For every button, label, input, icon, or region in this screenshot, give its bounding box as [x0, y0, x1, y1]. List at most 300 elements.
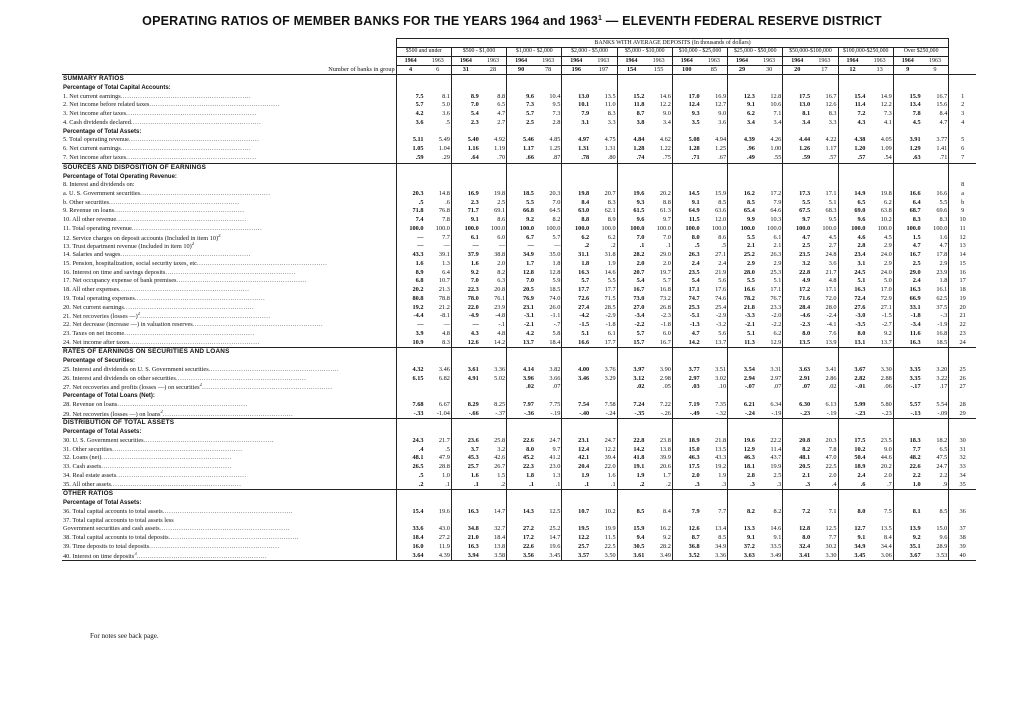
row-number: 20	[949, 304, 976, 313]
value-cell: -4.4	[413, 312, 424, 320]
leader-dots: ............................................................	[123, 303, 255, 311]
bank-count: 31	[451, 66, 479, 75]
section-heading: RATES OF EARNINGS ON SECURITIES AND LOANS	[62, 348, 396, 357]
section-heading-row	[62, 348, 976, 357]
empty-cell	[590, 128, 617, 137]
row-label	[62, 110, 396, 119]
value-cell: 18.5	[535, 286, 562, 295]
value-cell: 34.9	[701, 543, 728, 552]
value-cell: 1.7	[645, 472, 672, 481]
value-cell: 16.0	[412, 542, 424, 550]
value-cell: 5.1	[857, 277, 866, 285]
value-cell: 11.5	[590, 534, 617, 543]
section-heading-row	[62, 163, 976, 172]
subsection-heading-row	[62, 428, 976, 437]
value-cell: 17.1	[756, 286, 783, 295]
value-cell	[893, 517, 921, 526]
value-cell: 6.2	[590, 234, 617, 243]
value-cell: 12.3	[743, 92, 755, 100]
row-number-blank	[949, 128, 976, 137]
leader-dots: ............................................................	[101, 463, 232, 471]
value-cell: -3.0	[855, 312, 866, 320]
value-cell: 3.58	[480, 552, 507, 561]
empty-cell	[672, 357, 700, 366]
empty-cell	[590, 172, 617, 181]
value-cell: 22.6	[522, 542, 534, 550]
data-row	[62, 251, 976, 260]
value-cell: .5	[701, 242, 728, 251]
row-number: 5	[949, 136, 976, 145]
empty-cell	[535, 163, 562, 172]
bank-count: 4	[396, 66, 424, 75]
value-cell: -1.1	[535, 312, 562, 321]
value-cell: 71.6	[799, 294, 811, 302]
year-header: 1964	[893, 57, 921, 66]
value-cell: 13.7	[701, 339, 728, 348]
value-cell: 9.5	[811, 216, 838, 225]
leader-dots: ............................................................	[162, 507, 294, 515]
value-cell: 5.1	[747, 329, 755, 337]
value-cell: 7.3	[866, 110, 893, 119]
value-cell: 6.1	[756, 234, 783, 243]
value-cell: 69.1	[480, 207, 507, 216]
value-cell: 6.4	[425, 269, 452, 278]
value-cell: 3.2	[480, 446, 507, 455]
value-cell: 17.7	[590, 339, 617, 348]
value-cell: .2	[418, 480, 424, 488]
leader-dots: ............................................................	[192, 321, 324, 329]
value-cell: 3.77	[922, 136, 949, 145]
empty-cell	[701, 490, 728, 499]
value-cell: 3.35	[909, 365, 921, 373]
value-cell: 3.30	[811, 552, 838, 561]
value-cell: 12.9	[756, 339, 783, 348]
value-cell: 5.46	[522, 136, 534, 144]
value-cell: 8.7	[636, 110, 645, 118]
row-label-text: 19. Total operating expenses	[63, 294, 135, 302]
value-cell: 1.9	[581, 471, 590, 479]
value-cell: 2.0	[866, 472, 893, 481]
value-cell: 18.2	[922, 437, 949, 446]
value-cell: -.3	[922, 312, 949, 321]
row-number-blank	[949, 172, 976, 181]
value-cell: 9.2	[866, 330, 893, 339]
value-cell: 2.98	[645, 375, 672, 384]
value-cell: 16.6	[922, 190, 949, 199]
year-header: 1963	[866, 57, 893, 66]
bank-count: 155	[645, 66, 672, 75]
empty-cell	[425, 75, 452, 84]
value-cell: 4.00	[578, 365, 590, 373]
row-label-text: 12. Service charges on deposit accounts (Included in item 10)	[63, 234, 219, 242]
value-cell: 3.7	[470, 445, 479, 453]
value-cell: -.1	[480, 321, 507, 330]
value-cell: .3	[694, 480, 700, 488]
value-cell	[645, 517, 672, 526]
row-label-text: 8. Interest and dividends on:	[63, 181, 135, 189]
data-row	[62, 101, 976, 110]
value-cell: 5.7	[581, 277, 590, 285]
value-cell: 13.5	[701, 446, 728, 455]
value-cell: 28.2	[633, 251, 645, 259]
value-cell: 14.6	[756, 525, 783, 534]
value-cell: -2.2	[634, 321, 645, 329]
value-cell: 14.2	[480, 339, 507, 348]
value-cell: 2.0	[691, 471, 700, 479]
value-cell: 14.6	[645, 93, 672, 102]
empty-cell	[396, 172, 424, 181]
value-cell: 10.2	[590, 508, 617, 517]
value-cell: 20.5	[799, 463, 811, 471]
value-cell: 15.0	[922, 525, 949, 534]
empty-cell	[451, 490, 479, 499]
value-cell: 28.0	[743, 268, 755, 276]
value-cell: 15.4	[854, 92, 866, 100]
value-cell: 10.3	[756, 216, 783, 225]
value-cell: -1.8	[590, 321, 617, 330]
value-cell	[590, 383, 617, 392]
empty-cell	[396, 392, 424, 401]
value-cell: 5.4	[470, 110, 479, 118]
value-cell: 11.6	[909, 329, 921, 337]
empty-cell	[756, 357, 783, 366]
header-row-super	[62, 39, 976, 48]
empty-cell	[701, 84, 728, 93]
value-cell: 8.4	[922, 110, 949, 119]
value-cell: 4.5	[811, 234, 838, 243]
value-cell: -.13	[910, 409, 921, 417]
value-cell: 4.7	[480, 110, 507, 119]
empty-cell	[701, 357, 728, 366]
value-cell: 8.2	[747, 507, 755, 515]
value-cell: -.40	[579, 409, 590, 417]
empty-cell	[535, 357, 562, 366]
value-cell: 3.82	[535, 366, 562, 375]
empty-cell	[507, 75, 535, 84]
value-cell: .96	[747, 145, 755, 153]
value-cell: 13.4	[909, 101, 921, 109]
value-cell: 37.5	[922, 304, 949, 313]
value-cell: 9.6	[526, 92, 534, 100]
value-cell: 16.1	[922, 286, 949, 295]
data-row	[62, 552, 976, 561]
value-cell: 4.84	[633, 136, 645, 144]
row-number	[949, 517, 976, 526]
year-header: 1963	[811, 57, 838, 66]
value-cell: -2.2	[756, 321, 783, 330]
value-cell: 8.29	[467, 400, 479, 408]
value-cell: 22.3	[467, 286, 479, 294]
empty-cell	[922, 348, 949, 357]
empty-cell	[451, 499, 479, 508]
empty-cell	[728, 428, 756, 437]
value-cell: 1.20	[854, 145, 866, 153]
value-cell: 7.24	[633, 400, 645, 408]
empty-cell	[425, 392, 452, 401]
empty-cell	[617, 128, 645, 137]
value-cell: 1.8	[535, 260, 562, 269]
value-cell: 38.8	[480, 251, 507, 260]
value-cell: 15.6	[922, 101, 949, 110]
empty-cell	[535, 172, 562, 181]
value-cell: 19.9	[756, 463, 783, 472]
value-cell: 24.8	[811, 251, 838, 260]
row-number: a	[949, 190, 976, 199]
value-cell: 5.40	[467, 136, 479, 144]
data-row	[62, 119, 976, 128]
value-cell: 13.4	[701, 525, 728, 534]
section-heading-row	[62, 75, 976, 84]
value-cell	[590, 181, 617, 190]
value-cell: 25.3	[688, 303, 700, 311]
leader-dots: ............................................................	[140, 313, 271, 321]
value-cell: 2.97	[756, 375, 783, 384]
value-cell: —	[472, 242, 479, 250]
year-header: 1963	[590, 57, 617, 66]
leader-dots: ............................................................	[140, 189, 271, 197]
value-cell: 16.6	[909, 189, 921, 197]
value-cell: 25.2	[535, 525, 562, 534]
value-cell: 68.7	[909, 207, 921, 215]
row-label	[62, 481, 396, 490]
value-cell: 18.4	[412, 534, 424, 542]
empty-cell	[783, 75, 811, 84]
value-cell: 18.3	[909, 436, 921, 444]
value-cell: 4.05	[866, 136, 893, 145]
value-cell: 12.8	[522, 268, 534, 276]
value-cell: 3.41	[783, 552, 811, 561]
value-cell: 8.0	[802, 329, 811, 337]
empty-cell	[922, 490, 949, 499]
empty-cell	[451, 357, 479, 366]
value-cell: 8.1	[802, 110, 811, 118]
value-cell: 4.94	[701, 136, 728, 145]
empty-cell	[645, 172, 672, 181]
value-cell: 9.6	[636, 216, 645, 224]
empty-cell	[562, 75, 590, 84]
value-cell	[480, 383, 507, 392]
value-cell: 3.06	[866, 552, 893, 561]
value-cell: 3.67	[854, 365, 866, 373]
empty-cell	[480, 357, 507, 366]
group-header: $500 and under	[396, 48, 451, 57]
value-cell: 21.8	[701, 437, 728, 446]
value-cell	[617, 181, 645, 190]
leader-dots: ............................................................	[165, 268, 296, 276]
operating-ratios-table	[62, 38, 976, 561]
year-header: 1964	[507, 57, 535, 66]
value-cell: 21.3	[425, 286, 452, 295]
value-cell: 3.3	[590, 119, 617, 128]
value-cell: 2.9	[866, 242, 893, 251]
value-cell: 20.8	[799, 436, 811, 444]
empty-cell	[507, 348, 535, 357]
value-cell: -.33	[413, 409, 424, 417]
value-cell: 100.0	[795, 224, 811, 232]
value-cell: .63	[912, 153, 921, 161]
row-label-text: a. U. S. Government securities	[63, 189, 141, 197]
empty-cell	[756, 499, 783, 508]
value-cell: 5.1	[811, 199, 838, 208]
value-cell: 63.0	[578, 207, 590, 215]
value-cell: 7.9	[581, 110, 590, 118]
year-header: 1963	[645, 57, 672, 66]
value-cell: 5.1	[581, 329, 590, 337]
value-cell: 48.2	[909, 454, 921, 462]
value-cell: 23.4	[854, 251, 866, 259]
value-cell: -.32	[701, 410, 728, 419]
value-cell: 13.5	[799, 338, 811, 346]
value-cell: 20.7	[633, 268, 645, 276]
empty-cell	[811, 163, 838, 172]
value-cell: 4.62	[645, 136, 672, 145]
empty-cell	[562, 128, 590, 137]
value-cell: 73.0	[633, 294, 645, 302]
header-blank-right	[949, 39, 976, 48]
value-cell: -2.7	[866, 321, 893, 330]
row-number: 3	[949, 110, 976, 119]
bank-count: 20	[783, 66, 811, 75]
value-cell: 7.19	[688, 400, 700, 408]
value-cell: 8.5	[636, 507, 645, 515]
value-cell: 6.34	[756, 401, 783, 410]
value-cell: 100.0	[464, 224, 479, 232]
empty-cell	[590, 499, 617, 508]
value-cell	[756, 181, 783, 190]
value-cell: 13.7	[866, 339, 893, 348]
value-cell: .2	[639, 480, 645, 488]
row-label-text: 6. Net current earnings	[63, 145, 121, 153]
bank-count: 9	[893, 66, 921, 75]
value-cell: 9.0	[866, 446, 893, 455]
value-cell: 9.3	[691, 110, 700, 118]
empty-cell	[756, 392, 783, 401]
empty-cell	[838, 348, 866, 357]
value-cell: 9.1	[747, 534, 755, 542]
data-row	[62, 190, 976, 199]
empty-cell	[701, 499, 728, 508]
value-cell: -.37	[480, 410, 507, 419]
data-row	[62, 525, 976, 534]
value-cell: 19.6	[743, 436, 755, 444]
value-cell: 100.0	[701, 225, 728, 234]
value-cell: 12.5	[535, 508, 562, 517]
empty-cell	[672, 428, 700, 437]
value-cell: 12.7	[854, 525, 866, 533]
value-cell: 100.0	[756, 225, 783, 234]
value-cell: 7.7	[912, 445, 921, 453]
footnote-reference: For notes see back page.	[90, 632, 159, 640]
value-cell: 66.8	[522, 207, 534, 215]
value-cell: 16.8	[922, 330, 949, 339]
value-cell: 5.7	[535, 234, 562, 243]
value-cell: 5.02	[480, 375, 507, 384]
bank-count: 78	[535, 66, 562, 75]
value-cell: 23.1	[522, 303, 534, 311]
empty-cell	[535, 499, 562, 508]
value-cell: -4.8	[480, 312, 507, 321]
empty-cell	[811, 428, 838, 437]
empty-cell	[811, 490, 838, 499]
value-cell: 27.6	[854, 303, 866, 311]
group-header: Over $250,000	[893, 48, 949, 57]
value-cell: 10.7	[425, 277, 452, 286]
value-cell: 3.49	[756, 552, 783, 561]
header-blank-right	[949, 48, 976, 57]
value-cell: 7.4	[415, 216, 424, 224]
value-cell: .6	[860, 480, 866, 488]
group-header: $100,000-$250,000	[838, 48, 893, 57]
value-cell: 6.1	[470, 233, 479, 241]
value-cell: 11.0	[590, 101, 617, 110]
value-cell: 28.4	[799, 303, 811, 311]
value-cell: 19.6	[535, 543, 562, 552]
value-cell: 19.2	[701, 463, 728, 472]
value-cell: 8.3	[590, 110, 617, 119]
value-cell: 18.5	[522, 189, 534, 197]
empty-cell	[866, 499, 893, 508]
empty-cell	[562, 172, 590, 181]
row-number: 29	[949, 410, 976, 419]
value-cell: 68.3	[811, 207, 838, 216]
value-cell: 17.6	[701, 286, 728, 295]
value-cell: 2.1	[747, 242, 755, 250]
value-cell: 2.0	[645, 260, 672, 269]
value-cell: 19.6	[633, 189, 645, 197]
value-cell: -3.5	[855, 321, 866, 329]
year-header: 1964	[783, 57, 811, 66]
value-cell: 16.7	[633, 286, 645, 294]
value-cell: —	[480, 242, 507, 251]
row-number: 37	[949, 525, 976, 534]
row-label-text: 4. Cash dividends declared	[63, 118, 131, 126]
value-cell: 2.1	[756, 242, 783, 251]
empty-cell	[728, 75, 756, 84]
row-label	[62, 251, 396, 260]
value-cell: 4.7	[912, 242, 921, 250]
value-cell: 8.2	[480, 269, 507, 278]
empty-cell	[425, 357, 452, 366]
row-label	[62, 216, 396, 225]
empty-cell	[645, 348, 672, 357]
row-label	[62, 463, 396, 472]
value-cell: 20.4	[578, 463, 590, 471]
value-cell: 3.52	[672, 552, 700, 561]
value-cell: 1.31	[590, 145, 617, 154]
value-cell: 100.0	[685, 224, 700, 232]
bank-count: 90	[507, 66, 535, 75]
value-cell: 16.2	[645, 525, 672, 534]
value-cell: -3.4	[634, 312, 645, 320]
value-cell: 7.9	[691, 507, 700, 515]
data-row	[62, 93, 976, 102]
value-cell: 23.8	[645, 437, 672, 446]
data-row	[62, 207, 976, 216]
empty-cell	[590, 75, 617, 84]
empty-cell	[838, 428, 866, 437]
value-cell: 9.7	[802, 216, 811, 224]
row-label-text: 18. All other expenses	[63, 286, 119, 294]
row-label	[62, 339, 396, 348]
value-cell: 35.0	[535, 251, 562, 260]
value-cell: 2.94	[743, 374, 755, 382]
value-cell: 3.90	[645, 366, 672, 375]
value-cell	[396, 181, 424, 190]
value-cell: -.36	[524, 409, 534, 417]
value-cell: 1.8	[581, 259, 590, 267]
empty-cell	[811, 419, 838, 428]
section-heading: SOURCES AND DISPOSITION OF EARNINGS	[62, 163, 396, 172]
